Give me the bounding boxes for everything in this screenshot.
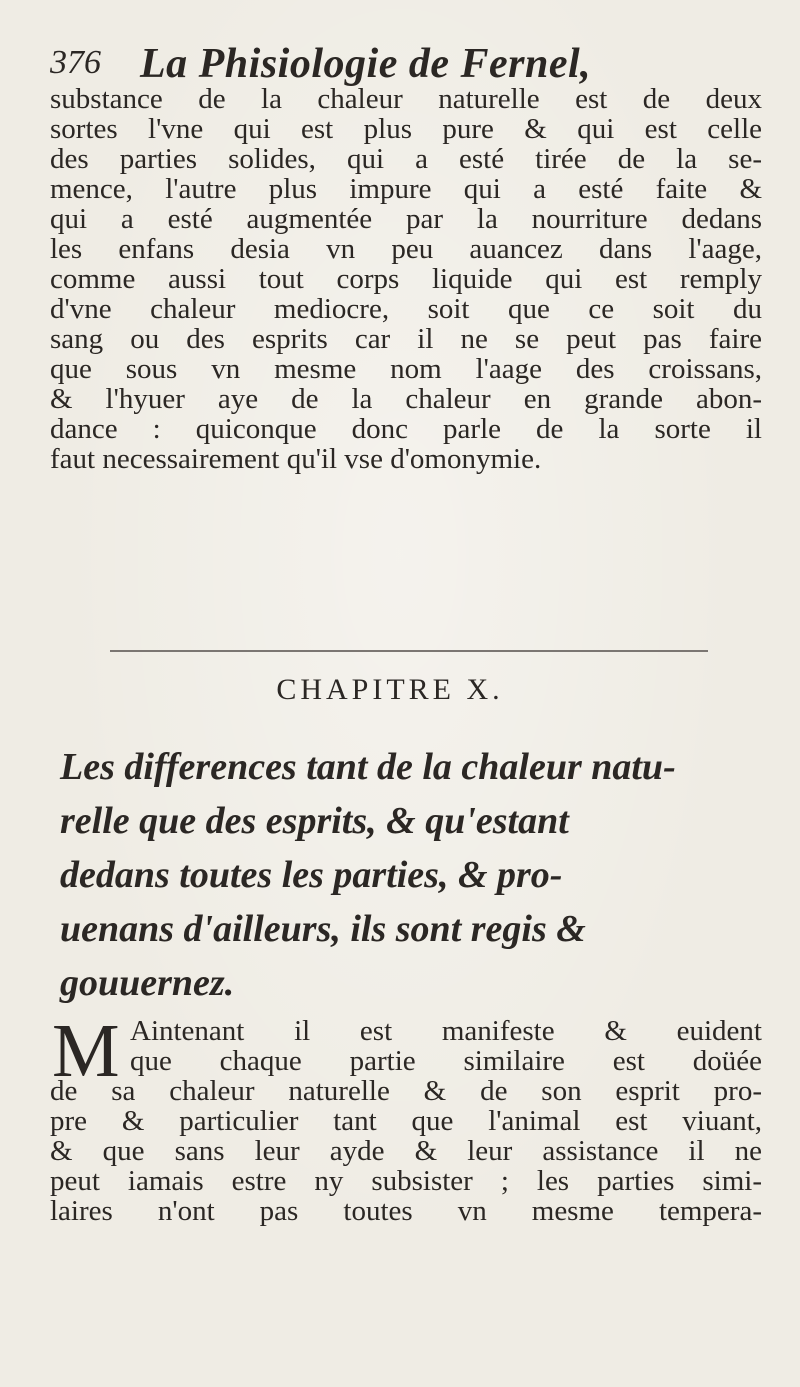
- chapter-heading: [0, 673, 800, 707]
- text-line: sang ou des esprits car il ne se peut pas faire: [50, 323, 762, 355]
- chapter-title-line: gouuernez.: [60, 962, 235, 1004]
- chapter-title-line: relle que des esprits, & qu'estant: [60, 800, 569, 842]
- text-line: sortes l'vne qui est plus pure & qui est celle: [50, 113, 762, 145]
- chapter-title-line: uenans d'ailleurs, ils sont regis &: [60, 908, 586, 950]
- body-paragraph: [50, 1016, 762, 1226]
- text-line: dance : quiconque donc parle de la sorte il: [50, 413, 762, 445]
- text-line: mence, l'autre plus impure qui a esté faite &: [50, 173, 762, 205]
- text-line: qui a esté augmentée par la nourriture dedans: [50, 203, 762, 235]
- text-line: & que sans leur ayde & leur assistance il ne: [50, 1135, 762, 1167]
- text-line: pre & particulier tant que l'animal est viuant,: [50, 1105, 762, 1137]
- text-line: d'vne chaleur mediocre, soit que ce soit du: [50, 293, 762, 325]
- intro-paragraph: [50, 84, 762, 474]
- text-line: & l'hyuer aye de la chaleur en grande abon-: [50, 383, 762, 415]
- running-title: La Phisiologie de Fernel,: [140, 41, 592, 87]
- page-number: 376: [50, 44, 101, 81]
- section-divider: [110, 650, 708, 652]
- text-line: laires n'ont pas toutes vn mesme tempera-: [50, 1195, 762, 1227]
- text-line: comme aussi tout corps liquide qui est remply: [50, 263, 762, 295]
- text-line: que chaque partie similaire est doüée: [130, 1045, 762, 1077]
- text-line: de sa chaleur naturelle & de son esprit pro-: [50, 1075, 762, 1107]
- text-line: des parties solides, qui a esté tirée de la se-: [50, 143, 762, 175]
- chapter-title-line: dedans toutes les parties, & pro-: [60, 854, 563, 896]
- chapter-title: [60, 740, 730, 1010]
- text-line: que sous vn mesme nom l'aage des croissans,: [50, 353, 762, 385]
- text-line: Aintenant il est manifeste & euident: [130, 1015, 762, 1047]
- chapter-heading-text: CHAPITRE X.: [276, 673, 504, 706]
- text-line: les enfans desia vn peu auancez dans l'aage,: [50, 233, 762, 265]
- text-line: substance de la chaleur naturelle est de deux: [50, 83, 762, 115]
- chapter-title-line: Les differences tant de la chaleur natu-: [60, 746, 676, 788]
- text-line: faut necessairement qu'il vse d'omonymie.: [50, 443, 542, 475]
- text-line: peut iamais estre ny subsister ; les parties simi-: [50, 1165, 762, 1197]
- drop-cap: M: [52, 1009, 120, 1093]
